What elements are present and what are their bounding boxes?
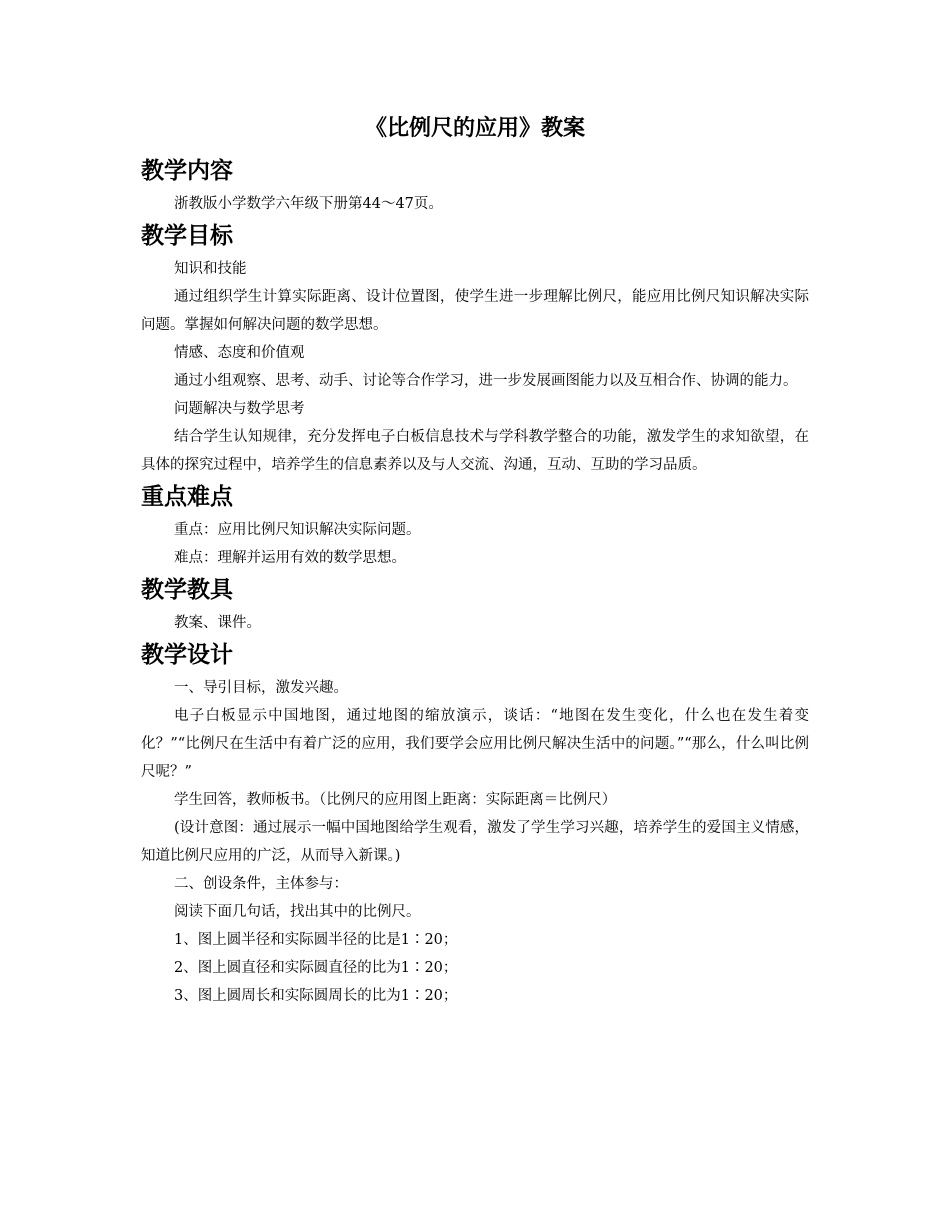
paragraph: (设计意图：通过展示一幅中国地图给学生观看，激发了学生学习兴趣，培养学生的爱国主义情感，知道比例尺应用的广泛，从而导入新课。) [141, 820, 809, 864]
paragraph: 重点：应用比例尺知识解决实际问题。 [174, 522, 421, 538]
paragraph: 二、创设条件，主体参与： [174, 876, 348, 892]
section-teaching-design [141, 637, 809, 1010]
list-item: 3、图上圆周长和实际圆周长的比为1∶20； [174, 988, 458, 1004]
paragraph: 难点：理解并运用有效的数学思想。 [174, 550, 406, 566]
section-key-points [141, 479, 809, 572]
paragraph: 教案、课件。 [174, 615, 261, 631]
paragraph: 一、导引目标，激发兴趣。 [174, 680, 348, 696]
section-heading: 教学目标 [141, 223, 233, 249]
document-title: 《比例尺的应用》教案 [364, 116, 585, 141]
subheading-emotion-values: 情感、态度和价值观 [174, 345, 305, 361]
section-teaching-content [141, 153, 809, 218]
list-item: 2、图上圆直径和实际圆直径的比为1∶20； [174, 960, 458, 976]
document-body [141, 153, 809, 1010]
paragraph: 浙教版小学数学六年级下册第44〜47页。 [174, 196, 443, 212]
paragraph: 电子白板显示中国地图，通过地图的缩放演示，谈话：“地图在发生变化，什么也在发生着变化？”“比例尺在生活中有着广泛的应用，我们要学会应用比例尺解决生活中的问题。”“那么，什么叫比例尺呢？” [141, 708, 809, 780]
section-heading: 教学教具 [141, 577, 233, 603]
paragraph: 学生回答，教师板书。（比例尺的应用图上距离：实际距离＝比例尺） [174, 792, 617, 808]
paragraph: 通过小组观察、思考、动手、讨论等合作学习，进一步发展画图能力以及互相合作、协调的能力。 [174, 373, 798, 389]
section-teaching-aids [141, 572, 809, 637]
section-teaching-goals [141, 218, 809, 479]
list-item: 1、图上圆半径和实际圆半径的比是1∶20； [174, 932, 458, 948]
subheading-knowledge-skills: 知识和技能 [174, 261, 247, 277]
paragraph: 阅读下面几句话，找出其中的比例尺。 [174, 904, 421, 920]
section-heading: 重点难点 [141, 484, 233, 510]
section-heading: 教学内容 [141, 158, 233, 184]
subheading-problem-solving: 问题解决与数学思考 [174, 401, 305, 417]
paragraph: 通过组织学生计算实际距离、设计位置图，使学生进一步理解比例尺，能应用比例尺知识解决实际问题。掌握如何解决问题的数学思想。 [141, 289, 809, 333]
section-heading: 教学设计 [141, 642, 233, 668]
paragraph: 结合学生认知规律，充分发挥电子白板信息技术与学科教学整合的功能，激发学生的求知欲望，在具体的探究过程中，培养学生的信息素养以及与人交流、沟通，互动、互助的学习品质。 [141, 429, 809, 473]
